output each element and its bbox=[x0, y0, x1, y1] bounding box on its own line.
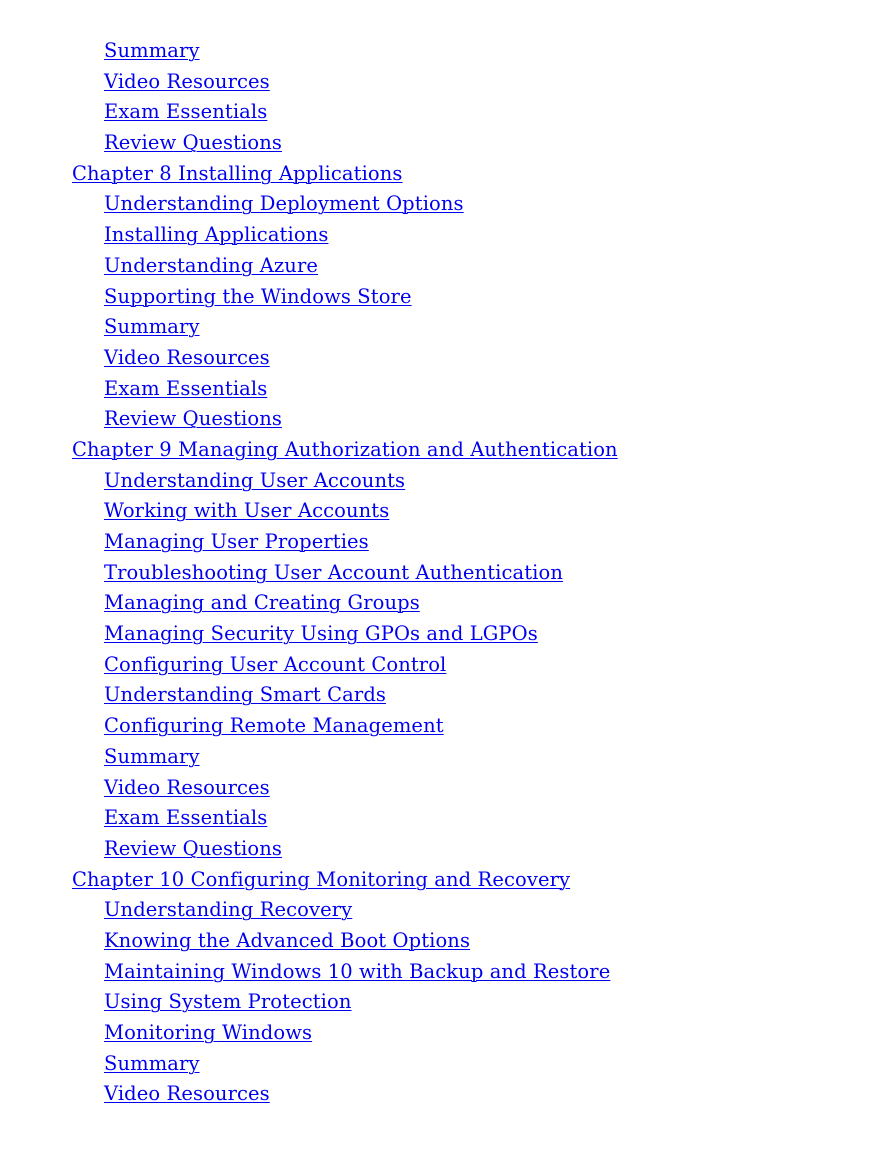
section-link[interactable]: Monitoring Windows bbox=[104, 1021, 313, 1044]
toc-section-entry bbox=[0, 312, 893, 343]
section-link[interactable]: Summary bbox=[104, 744, 200, 768]
section-link[interactable]: Supporting the Windows Store bbox=[104, 284, 412, 308]
section-link[interactable]: Knowing the Advanced Boot Options bbox=[104, 928, 471, 952]
toc-section-entry bbox=[0, 67, 893, 98]
section-link[interactable]: Troubleshooting User Account Authentication bbox=[104, 560, 563, 584]
toc-section-entry bbox=[0, 742, 893, 773]
toc-section-entry bbox=[0, 926, 893, 957]
section-link[interactable]: Video Resources bbox=[104, 69, 270, 93]
toc-section-entry bbox=[0, 957, 893, 988]
toc-section-entry bbox=[0, 1079, 893, 1110]
toc-section-entry bbox=[0, 1018, 893, 1049]
chapter-link[interactable]: Chapter 9 Managing Authorization and Authentication bbox=[72, 437, 618, 461]
toc-section-entry bbox=[0, 282, 893, 313]
section-link[interactable]: Summary bbox=[104, 39, 200, 62]
chapter-link[interactable]: Chapter 10 Configuring Monitoring and Recovery bbox=[72, 867, 571, 891]
toc-section-entry bbox=[0, 404, 893, 435]
toc-section-entry bbox=[0, 527, 893, 558]
section-link[interactable]: Exam Essentials bbox=[104, 376, 268, 400]
section-link[interactable]: Review Questions bbox=[104, 407, 282, 431]
toc-section-entry bbox=[0, 711, 893, 742]
toc-section-entry bbox=[0, 895, 893, 926]
section-link[interactable]: Video Resources bbox=[104, 775, 270, 799]
section-link[interactable]: Configuring Remote Management bbox=[104, 714, 444, 738]
section-link[interactable]: Managing User Properties bbox=[104, 530, 369, 553]
section-link[interactable]: Managing Security Using GPOs and LGPOs bbox=[104, 622, 538, 646]
section-link[interactable]: Understanding Deployment Options bbox=[104, 192, 464, 216]
toc-section-entry bbox=[0, 343, 893, 374]
section-link[interactable]: Video Resources bbox=[104, 1082, 270, 1106]
table-of-contents bbox=[0, 36, 893, 1110]
section-link[interactable]: Maintaining Windows 10 with Backup and Restore bbox=[104, 959, 611, 983]
toc-section-entry bbox=[0, 128, 893, 159]
toc-section-entry bbox=[0, 588, 893, 619]
section-link[interactable]: Exam Essentials bbox=[104, 806, 268, 830]
toc-chapter-entry bbox=[0, 435, 893, 466]
toc-section-entry bbox=[0, 496, 893, 527]
toc-section-entry bbox=[0, 97, 893, 128]
toc-chapter-entry bbox=[0, 865, 893, 896]
section-link[interactable]: Configuring User Account Control bbox=[104, 652, 447, 676]
toc-section-entry bbox=[0, 680, 893, 711]
section-link[interactable]: Review Questions bbox=[104, 131, 282, 155]
toc-section-entry bbox=[0, 987, 893, 1018]
chapter-link[interactable]: Chapter 8 Installing Applications bbox=[72, 161, 403, 185]
section-link[interactable]: Review Questions bbox=[104, 836, 282, 860]
toc-section-entry bbox=[0, 220, 893, 251]
toc-section-entry bbox=[0, 803, 893, 834]
section-link[interactable]: Understanding User Accounts bbox=[104, 468, 406, 492]
toc-section-entry bbox=[0, 189, 893, 220]
section-link[interactable]: Understanding Azure bbox=[104, 253, 319, 277]
toc-section-entry bbox=[0, 36, 893, 67]
section-link[interactable]: Summary bbox=[104, 315, 200, 339]
section-link[interactable]: Managing and Creating Groups bbox=[104, 591, 420, 615]
toc-section-entry bbox=[0, 1049, 893, 1080]
toc-section-entry bbox=[0, 466, 893, 497]
toc-section-entry bbox=[0, 773, 893, 804]
section-link[interactable]: Using System Protection bbox=[104, 990, 352, 1014]
toc-section-entry bbox=[0, 619, 893, 650]
toc-section-entry bbox=[0, 251, 893, 282]
section-link[interactable]: Understanding Recovery bbox=[104, 898, 353, 922]
toc-section-entry bbox=[0, 650, 893, 681]
section-link[interactable]: Exam Essentials bbox=[104, 100, 268, 124]
section-link[interactable]: Working with User Accounts bbox=[104, 499, 390, 523]
toc-chapter-entry bbox=[0, 159, 893, 190]
toc-section-entry bbox=[0, 834, 893, 865]
section-link[interactable]: Installing Applications bbox=[104, 223, 329, 247]
toc-section-entry bbox=[0, 558, 893, 589]
toc-section-entry bbox=[0, 374, 893, 405]
section-link[interactable]: Summary bbox=[104, 1051, 200, 1075]
section-link[interactable]: Video Resources bbox=[104, 345, 270, 369]
section-link[interactable]: Understanding Smart Cards bbox=[104, 683, 387, 707]
